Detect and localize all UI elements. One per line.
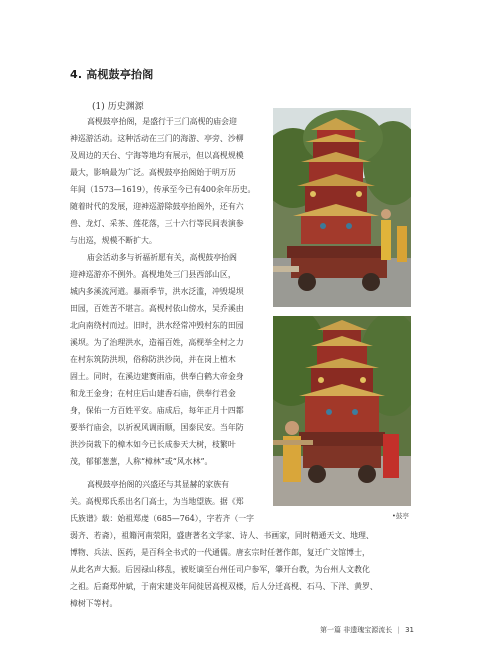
text-line: 随着时代的发展，迎神巡游除鼓亭抬阁外，还有六 xyxy=(70,202,244,211)
footer-separator: | xyxy=(397,626,400,634)
subheading: (1) 历史渊源 xyxy=(92,102,144,112)
text-line: 弱齐、若斋），祖籍河南荥阳，盛唐著名文学家、诗人、书画家，同时精通天文、地理、 xyxy=(70,531,374,540)
text-line: 关。高枧郑氏系出名门高士，为当地望族。据《郑 xyxy=(70,497,244,506)
text-line: 年间（1573—1619），传承至今已有400余年历史。 xyxy=(70,185,256,194)
drum-pavilion-photo-2 xyxy=(273,316,411,506)
text-line: 最大，影响最为广泛。高枧鼓亭抬阁始于明万历 xyxy=(70,168,236,177)
text-line: 要举行庙会，以祈祝风调雨顺，国泰民安。当年防 xyxy=(70,423,244,432)
section-title: 4. 高枧鼓亭抬阁 xyxy=(70,68,154,81)
text-line: 与出巡，规模不断扩大。 xyxy=(70,236,157,245)
page-number: 31 xyxy=(405,626,414,634)
text-line: 溪坝。为了治理洪水，造福百姓，高枧举全村之力 xyxy=(70,338,244,347)
text-line: 北向南绕村而过。旧时，洪水经常冲毁村东的田园 xyxy=(70,321,244,330)
text-line: 田园，百姓苦不堪言。高枧村依山傍水，吴乔溪由 xyxy=(70,304,244,313)
page-footer xyxy=(320,625,414,635)
text-line: 高枧鼓亭抬阁，是盛行于三门高枧的庙会迎 xyxy=(87,117,237,126)
drum-pavilion-photo-1 xyxy=(273,108,411,307)
footer-section: 非遗瑰宝源流长 xyxy=(343,626,393,634)
text-line: 庙会活动多与祈福祈愿有关，高枧鼓亭抬阁 xyxy=(87,253,237,262)
text-line: 迎神巡游亦不例外。高枧地处三门县西部山区， xyxy=(70,270,236,279)
text-line: 从此名声大振。后因禄山移乱，被贬谪至台州任司户参军，肇开台教，为台州人文教化 xyxy=(70,565,370,574)
text-line: 和龙王金身；在村庄后山建香石庙，供奉行君金 xyxy=(70,389,236,398)
footer-part: 第一篇 xyxy=(320,626,341,634)
text-line: 高枧鼓亭抬阁的兴盛还与其显赫的家族有 xyxy=(87,480,230,489)
text-line: 及周边的天台、宁海等地均有展示，但以高枧规模 xyxy=(70,151,244,160)
text-line: 兽、龙灯、采茶、莲花落，三十六行等民间表演参 xyxy=(70,219,244,228)
text-line: 博物、兵法、医药，是百科全书式的一代通儒。唐玄宗时任著作郎，复迁广文馆博士， xyxy=(70,548,370,557)
text-line: 樟树下等村。 xyxy=(70,599,118,608)
text-line: 城内多溪流河道。暴雨季节，洪水泛滥，冲毁堤坝 xyxy=(70,287,244,296)
text-line: 身，保佑一方百姓平安。庙成后，每年正月十四都 xyxy=(70,406,244,415)
text-line: 氏族谱》载：始祖郑虔（685—764），字若齐（一字 xyxy=(70,514,254,523)
text-line: 茂，郁郁葱葱，人称“樟林”或“风水林”。 xyxy=(70,457,213,466)
text-line: 固土。同时，在溪边建赛雨庙，供奉白鹤大帝金身 xyxy=(70,372,244,381)
text-line: 之祖。后裔郑仲斌，于南宋建炎年间徙居高枧双楼，后人分迁高枧、石马、下洋、黄罗、 xyxy=(70,582,378,591)
text-line: 在村东筑防洪坝，俗称防洪沙岗，并在岗上植木 xyxy=(70,355,236,364)
photo-caption: •鼓亭 xyxy=(392,512,409,520)
text-line: 神巡游活动。这种活动在三门的海游、亭旁、沙柳 xyxy=(70,134,244,143)
text-line: 洪沙岗栽下的樟木如今已长成参天大树，枝繁叶 xyxy=(70,440,236,449)
